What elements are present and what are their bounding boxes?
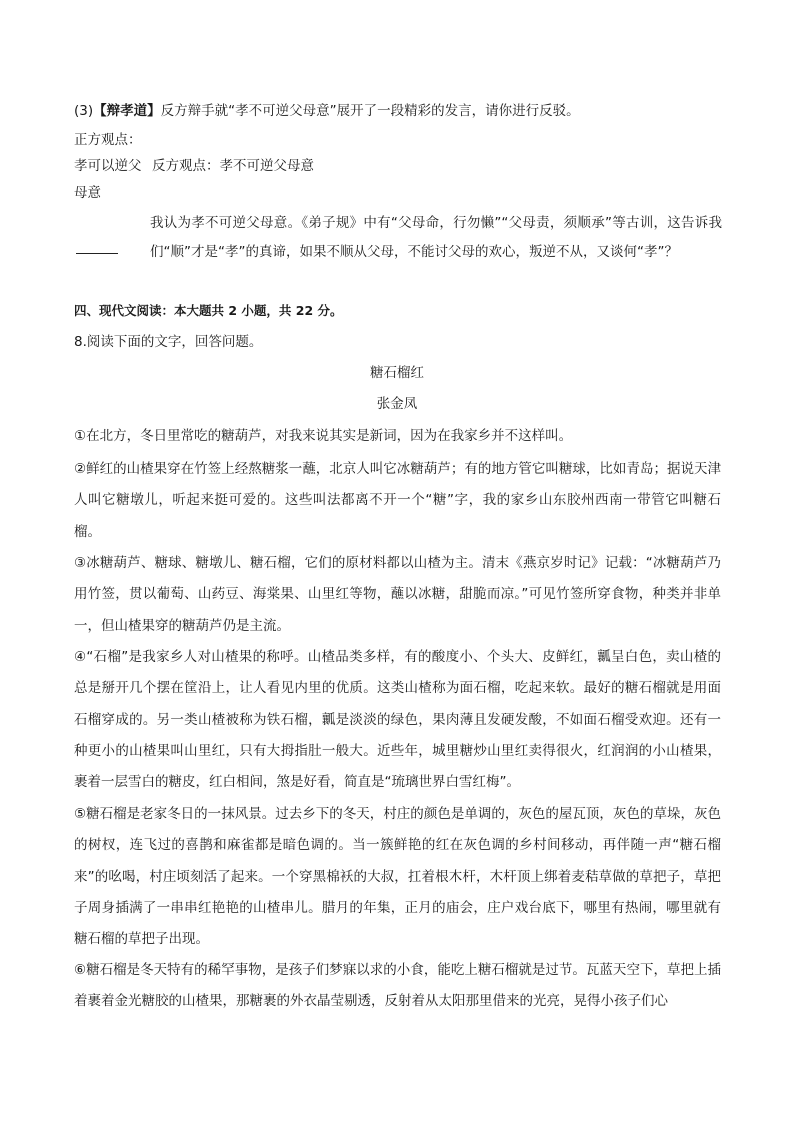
question-3-tag: 【辩孝道】 [93, 103, 161, 119]
con-speech: 我认为孝不可逆父母意。《弟子规》中有“父母命，行勿懒”“父母责，须顺承”等古训，这告诉我们“顺”才是“孝”的真谛，如果不顺从父母，不能讨父母的欢心，叛逆不从，又谈何“孝”？ [150, 215, 722, 260]
article-paragraph-2: ②鲜红的山楂果穿在竹签上经熬糖浆一蘸，北京人叫它冰糖葫芦；有的地方管它叫糖球，比如青岛；据说天津人叫它糖墩儿，听起来挺可爱的。这些叫法都离不开一个“糖”字，我的家乡山东胶州西南一带管它叫糖石榴。 [74, 461, 721, 540]
pro-view-text-line2: 母意 [74, 185, 101, 201]
question-3-text: 反方辩手就“孝不可逆父母意”展开了一段精彩的发言，请你进行反驳。 [160, 103, 580, 119]
question-3-number: (3) [74, 103, 94, 119]
article-paragraph-3: ③冰糖葫芦、糖球、糖墩儿、糖石榴，它们的原材料都以山楂为主。清末《燕京岁时记》记载：“冰糖葫芦乃用竹签，贯以葡萄、山药豆、海棠果、山里红等物，蘸以冰糖，甜脆而凉。”可见竹签所穿食物，种类并非单一，但山楂果穿的糖葫芦仍是主流。 [74, 555, 721, 634]
pro-view-label: 正方观点： [74, 132, 142, 148]
section-4-heading: 四、现代文阅读：本大题共 2 小题，共 22 分。 [74, 303, 343, 318]
question-8-prompt: 8.阅读下面的文字，回答问题。 [74, 334, 263, 350]
article-paragraph-4: ④“石榴”是我家乡人对山楂果的称呼。山楂品类多样，有的酸度小、个头大、皮鲜红，瓤呈白色，卖山楂的总是掰开几个摆在筐沿上，让人看见内里的优质。这类山楂称为面石榴，吃起来软。最好的糖石榴就是用面石榴穿成的。另一类山楂被称为铁石榴，瓤是淡淡的绿色，果肉薄且发硬发酸，不如面石榴受欢迎。还有一种更小的山楂果叫山里红，只有大拇指肚一般大。近些年，城里糖炒山里红卖得很火，红润润的小山楂果，裹着一层雪白的糖皮，红白相间，煞是好看，简直是“琉璃世界白雪红梅”。 [74, 649, 721, 791]
article-paragraph-1: ①在北方，冬日里常吃的糖葫芦，对我来说其实是新词，因为在我家乡并不这样叫。 [74, 428, 573, 444]
pro-view-text-line1: 孝可以逆父 [74, 158, 142, 174]
article-title: 糖石榴红 [370, 365, 424, 381]
article-paragraph-5: ⑤糖石榴是老家冬日的一抹风景。过去乡下的冬天，村庄的颜色是单调的，灰色的屋瓦顶，灰色的草垛，灰色的树杈，连飞过的喜鹊和麻雀都是暗色调的。当一簇鲜艳的红在灰色调的乡村间移动，再伴随一声“糖石榴来”的吆喝，村庄顷刻活了起来。一个穿黑棉袄的大叔，扛着根木杆，木杆顶上绑着麦秸草做的草把子，草把子周身插满了一串串红艳艳的山楂串儿。腊月的年集，正月的庙会，庄户戏台底下，哪里有热闹，哪里就有糖石榴的草把子出现。 [74, 806, 721, 948]
question-3 [74, 101, 580, 121]
answer-blank[interactable] [76, 253, 118, 254]
article-author: 张金凤 [376, 396, 418, 412]
article-paragraph-6: ⑥糖石榴是冬天特有的稀罕事物，是孩子们梦寐以求的小食，能吃上糖石榴就是过节。瓦蓝天空下，草把上插着裹着金光糖胶的山楂果，那糖裹的外衣晶莹剔透，反射着从太阳那里借来的光亮，晃得小孩子们心 [74, 962, 721, 1010]
con-view-label: 反方观点：孝不可逆父母意 [152, 158, 314, 174]
